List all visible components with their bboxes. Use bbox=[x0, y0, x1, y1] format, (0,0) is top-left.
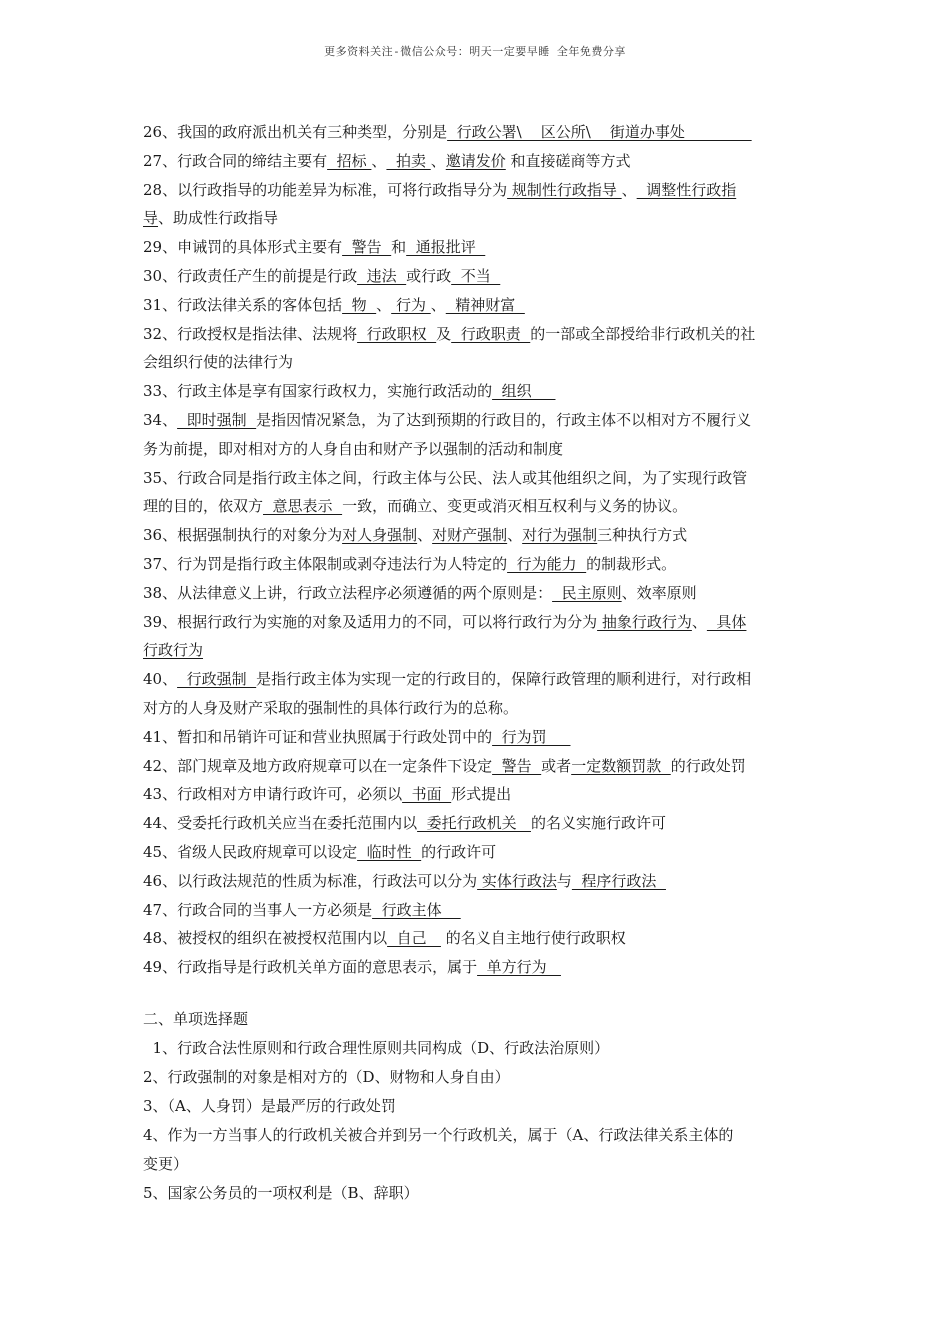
answer-blank: 自己 bbox=[387, 929, 441, 948]
answer-blank: 行政公署\ 区公所\ 街道办事处 bbox=[447, 123, 752, 141]
question-text: 的名义实施行政许可 bbox=[530, 814, 666, 833]
question-line-q40b bbox=[143, 694, 808, 723]
question-text: 理的目的，依双方 bbox=[143, 497, 264, 516]
question-line-q28b bbox=[143, 204, 808, 233]
answer-blank: 招标 bbox=[327, 151, 372, 170]
answer-blank: 组织 bbox=[492, 382, 556, 401]
question-text: 27、行政合同的缔结主要有 bbox=[143, 151, 328, 170]
question-text: 的名义自主地行使行政职权 bbox=[440, 929, 626, 948]
answer-blank: 行为罚 bbox=[492, 727, 571, 746]
choice-section bbox=[143, 1005, 808, 1208]
question-line-q32a bbox=[143, 320, 808, 349]
answer-blank: 一定数额罚款 bbox=[571, 756, 671, 775]
question-text: 是指因情况紧急，为了达到预期的行政目的，行政主体不以相对方不履行义 bbox=[256, 410, 752, 429]
question-line-q35b bbox=[143, 492, 808, 521]
question-text: 是指行政主体为实现一定的行政目的，保障行政管理的顺利进行，对行政相 bbox=[256, 670, 752, 689]
question-line-q34b bbox=[143, 435, 808, 464]
question-text: 及 bbox=[436, 324, 452, 343]
question-text: 、助成性行政指导 bbox=[158, 209, 279, 228]
answer-blank: 行政职责 bbox=[451, 324, 531, 343]
question-text: 、 bbox=[371, 151, 387, 170]
question-text: 与 bbox=[556, 871, 572, 890]
answer-blank: 书面 bbox=[402, 785, 452, 804]
question-text: 44、受委托行政机关应当在委托范围内以 bbox=[143, 814, 418, 833]
question-text: 对方的人身及财产采取的强制性的具体行政行为的总称。 bbox=[143, 698, 519, 717]
question-line-q34a bbox=[143, 406, 808, 435]
answer-blank: 拍卖 bbox=[386, 151, 431, 170]
answer-blank: 不当 bbox=[451, 266, 501, 285]
answer-blank: 意思表示 bbox=[263, 497, 343, 516]
answer-blank: 对人身强制 bbox=[342, 526, 418, 545]
question-text: 、 bbox=[507, 526, 523, 545]
question-text: 48、被授权的组织在被授权范围内以 bbox=[143, 929, 388, 948]
question-line-q46 bbox=[143, 867, 808, 896]
question-line-q29 bbox=[143, 233, 808, 262]
answer-blank: 物 bbox=[342, 295, 377, 314]
choice-line-c4a: 4、作为一方当事人的行政机关被合并到另一个行政机关，属于（A、行政法律关系主体的 bbox=[143, 1126, 734, 1144]
choice-line-c5: 5、国家公务员的一项权利是（B、辞职） bbox=[143, 1184, 419, 1202]
question-text: 的制裁形式。 bbox=[586, 554, 677, 573]
question-text: 务为前提，即对相对方的人身自由和财产予以强制的活动和制度 bbox=[143, 439, 564, 458]
question-line-q45 bbox=[143, 838, 808, 867]
question-text: 30、行政责任产生的前提是行政 bbox=[143, 266, 358, 285]
question-text: 36、根据强制执行的对象分为 bbox=[143, 526, 343, 545]
question-text: 、效率原则 bbox=[621, 583, 697, 602]
question-text: 、 bbox=[430, 151, 446, 170]
answer-blank: 具体 bbox=[706, 612, 747, 631]
answer-blank: 规制性行政指导 bbox=[507, 180, 622, 199]
choice-line-c3: 3、（A、人身罚）是最严厉的行政处罚 bbox=[143, 1097, 396, 1115]
answer-blank: 民主原则 bbox=[552, 583, 622, 602]
answer-blank: 邀请发价 bbox=[445, 151, 506, 170]
question-text: 33、行政主体是享有国家行政权力，实施行政活动的 bbox=[143, 382, 493, 401]
choice-line-c4b: 变更） bbox=[143, 1155, 189, 1173]
section-title: 二、单项选择题 bbox=[143, 1010, 249, 1028]
answer-blank: 行政强制 bbox=[177, 670, 257, 689]
question-text: 和直接磋商等方式 bbox=[505, 151, 631, 170]
question-text: 三种执行方式 bbox=[597, 526, 688, 545]
question-line-q30 bbox=[143, 262, 808, 291]
question-text: 、 bbox=[417, 526, 433, 545]
question-text: 29、申诫罚的具体形式主要有 bbox=[143, 238, 343, 257]
answer-blank: 警告 bbox=[342, 238, 392, 257]
question-text: 39、根据行政行为实施的对象及适用力的不同，可以将行政行为分为 bbox=[143, 612, 598, 631]
question-text: 的行政处罚 bbox=[670, 756, 746, 775]
question-line-q43 bbox=[143, 780, 808, 809]
question-text: 或者 bbox=[541, 756, 572, 775]
question-text: 43、行政相对方申请行政许可，必须以 bbox=[143, 785, 403, 804]
answer-blank: 行政职权 bbox=[357, 324, 437, 343]
question-text: 38、从法律意义上讲，行政立法程序必须遵循的两个原则是： bbox=[143, 583, 553, 602]
question-line-q26 bbox=[143, 118, 808, 147]
choice-line-c2: 2、行政强制的对象是相对方的（D、财物和人身自由） bbox=[143, 1068, 510, 1086]
question-text: 、 bbox=[691, 612, 707, 631]
question-text: 会组织行使的法律行为 bbox=[143, 353, 294, 372]
question-text: 和 bbox=[391, 238, 407, 257]
answer-blank: 即时强制 bbox=[177, 410, 257, 429]
answer-blank: 单方行为 bbox=[477, 958, 561, 977]
question-line-q31 bbox=[143, 291, 808, 320]
question-line-q38 bbox=[143, 579, 808, 608]
choice-line-c1: 1、行政合法性原则和行政合理性原则共同构成（D、行政法治原则） bbox=[143, 1039, 610, 1057]
answer-blank: 调整性行政指 bbox=[636, 180, 737, 199]
question-line-q27 bbox=[143, 147, 808, 176]
question-text: 37、行为罚是指行政主体限制或剥夺违法行为人特定的 bbox=[143, 554, 508, 573]
question-text: 的行政许可 bbox=[421, 842, 497, 861]
question-text: 28、以行政指导的功能差异为标准，可将行政指导分为 bbox=[143, 180, 508, 199]
answer-blank: 行为 bbox=[391, 295, 431, 314]
question-text: 、 bbox=[376, 295, 392, 314]
answer-blank: 行政行为 bbox=[143, 641, 204, 660]
question-text: 、 bbox=[430, 295, 446, 314]
question-line-q48 bbox=[143, 924, 808, 953]
answer-blank: 程序行政法 bbox=[571, 871, 666, 890]
question-line-q37 bbox=[143, 550, 808, 579]
question-line-q28a bbox=[143, 176, 808, 205]
answer-blank: 对行为强制 bbox=[522, 526, 598, 545]
question-text: 31、行政法律关系的客体包括 bbox=[143, 295, 343, 314]
question-text: 34、 bbox=[143, 410, 178, 429]
question-line-q39b bbox=[143, 636, 808, 665]
answer-blank: 委托行政机关 bbox=[417, 814, 531, 833]
answer-blank: 实体行政法 bbox=[477, 871, 557, 890]
question-line-q49 bbox=[143, 953, 808, 982]
question-line-q40a bbox=[143, 665, 808, 694]
question-text: 46、以行政法规范的性质为标准，行政法可以分为 bbox=[143, 871, 478, 890]
question-text: 47、行政合同的当事人一方必须是 bbox=[143, 900, 373, 919]
question-text: 形式提出 bbox=[451, 785, 512, 804]
answer-blank: 精神财富 bbox=[445, 295, 525, 314]
question-line-q32b bbox=[143, 348, 808, 377]
question-text: 41、暂扣和吊销许可证和营业执照属于行政处罚中的 bbox=[143, 727, 493, 746]
question-text: 或行政 bbox=[406, 266, 452, 285]
question-line-q35a bbox=[143, 464, 808, 493]
question-text: 49、行政指导是行政机关单方面的意思表示，属于 bbox=[143, 958, 478, 977]
question-text: 26、我国的政府派出机关有三种类型，分别是 bbox=[143, 123, 448, 141]
question-text: 一致，而确立、变更或消灭相互权利与义务的协议。 bbox=[342, 497, 688, 516]
question-line-q47 bbox=[143, 896, 808, 925]
question-text: 40、 bbox=[143, 670, 178, 689]
fill-in-questions bbox=[143, 118, 808, 982]
question-line-q33 bbox=[143, 377, 808, 406]
answer-blank: 行为能力 bbox=[507, 554, 587, 573]
question-text: 的一部或全部授给非行政机关的社 bbox=[530, 324, 756, 343]
question-line-q41 bbox=[143, 723, 808, 752]
choice-list bbox=[143, 1034, 808, 1208]
question-text: 、 bbox=[621, 180, 637, 199]
answer-blank: 通报批评 bbox=[406, 238, 486, 257]
question-line-q44 bbox=[143, 809, 808, 838]
page-header: 更多资料关注-微信公众号：明天一定要早睡 全年免费分享 bbox=[324, 45, 626, 58]
question-text: 42、部门规章及地方政府规章可以在一定条件下设定 bbox=[143, 756, 493, 775]
question-line-q36 bbox=[143, 521, 808, 550]
question-text: 45、省级人民政府规章可以设定 bbox=[143, 842, 358, 861]
answer-blank: 导 bbox=[143, 209, 159, 228]
question-text: 32、行政授权是指法律、法规将 bbox=[143, 324, 358, 343]
question-line-q42 bbox=[143, 752, 808, 781]
question-text: 35、行政合同是指行政主体之间，行政主体与公民、法人或其他组织之间，为了实现行政管 bbox=[143, 468, 748, 487]
answer-blank: 违法 bbox=[357, 266, 407, 285]
answer-blank: 警告 bbox=[492, 756, 542, 775]
answer-blank: 对财产强制 bbox=[432, 526, 508, 545]
answer-blank: 临时性 bbox=[357, 842, 422, 861]
answer-blank: 行政主体 bbox=[372, 900, 461, 919]
question-line-q39a bbox=[143, 608, 808, 637]
answer-blank: 抽象行政行为 bbox=[597, 612, 692, 631]
